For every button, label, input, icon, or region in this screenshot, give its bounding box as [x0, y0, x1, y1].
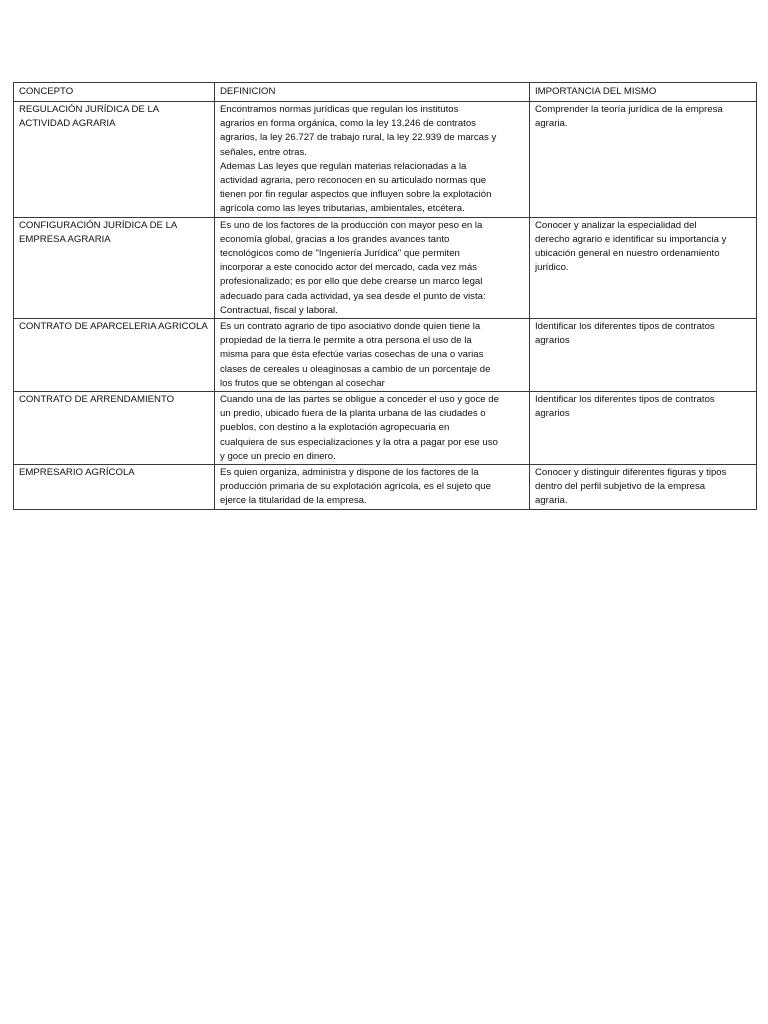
header-concepto: CONCEPTO [14, 83, 215, 102]
cell-concepto: REGULACIÓN JURÍDICA DE LA ACTIVIDAD AGRARIA [14, 102, 215, 218]
cell-definicion: Es un contrato agrario de tipo asociativo donde quien tiene la propiedad de la tierra le permite a otra persona el uso de la misma para que ésta efectúe varias cosechas de una o varias clases de cereales u oleaginosas a cambio de un porcentaje de los frutos que se obtengan al cosechar [215, 319, 530, 392]
table-row [14, 465, 757, 510]
cell-importancia: Conocer y analizar la especialidad del derecho agrario e identificar su importancia y ubicación general en nuestro ordenamiento jurídico. [530, 217, 757, 318]
cell-importancia: Identificar los diferentes tipos de contratos agrarios [530, 319, 757, 392]
cell-importancia: Conocer y distinguir diferentes figuras y tipos dentro del perfil subjetivo de la empresa agraria. [530, 465, 757, 510]
cell-definicion: Encontramos normas jurídicas que regulan los institutos agrarios en forma orgánica, como la ley 13.246 de contratos agrarios, la ley 26.727 de trabajo rural, la ley 22.939 de marcas y señales, entre otras. Ademas Las leyes que regulan materias relacionadas a la actividad agraria, pero reconocen en su articulado normas que tienen por fin regular aspectos que influyen sobre la explotación agrícola como las leyes tributarias, ambientales, etcétera. [215, 102, 530, 218]
table-row [14, 392, 757, 465]
header-importancia: IMPORTANCIA DEL MISMO [530, 83, 757, 102]
cell-concepto: CONTRATO DE APARCELERIA AGRICOLA [14, 319, 215, 392]
table-row [14, 319, 757, 392]
table-header-row [14, 83, 757, 102]
cell-definicion: Cuando una de las partes se obligue a conceder el uso y goce de un predio, ubicado fuera de la planta urbana de las ciudades o pueblos, con destino a la explotación agropecuaria en cualquiera de sus especializaciones y la otra a pagar por ese uso y goce un precio en dinero. [215, 392, 530, 465]
cell-importancia: Comprender la teoría jurídica de la empresa agraria. [530, 102, 757, 218]
header-definicion: DEFINICION [215, 83, 530, 102]
table-row [14, 102, 757, 218]
cell-definicion: Es uno de los factores de la producción con mayor peso en la economía global, gracias a los grandes avances tanto tecnológicos como de "Ingeniería Jurídica" que permiten incorporar a este conocido actor del mercado, cada vez más profesionalizado; es por ello que debe crearse un marco legal adecuado para cada actividad, ya sea desde el punto de vista: Contractual, fiscal y laboral. [215, 217, 530, 318]
cell-definicion: Es quien organiza, administra y dispone de los factores de la producción primaria de su explotación agrícola, es el sujeto que ejerce la titularidad de la empresa. [215, 465, 530, 510]
table-row [14, 217, 757, 318]
cell-concepto: CONTRATO DE ARRENDAMIENTO [14, 392, 215, 465]
cell-importancia: Identificar los diferentes tipos de contratos agrarios [530, 392, 757, 465]
concept-table [13, 82, 757, 510]
cell-concepto: CONFIGURACIÓN JURÍDICA DE LA EMPRESA AGRARIA [14, 217, 215, 318]
cell-concepto: EMPRESARIO AGRÍCOLA [14, 465, 215, 510]
